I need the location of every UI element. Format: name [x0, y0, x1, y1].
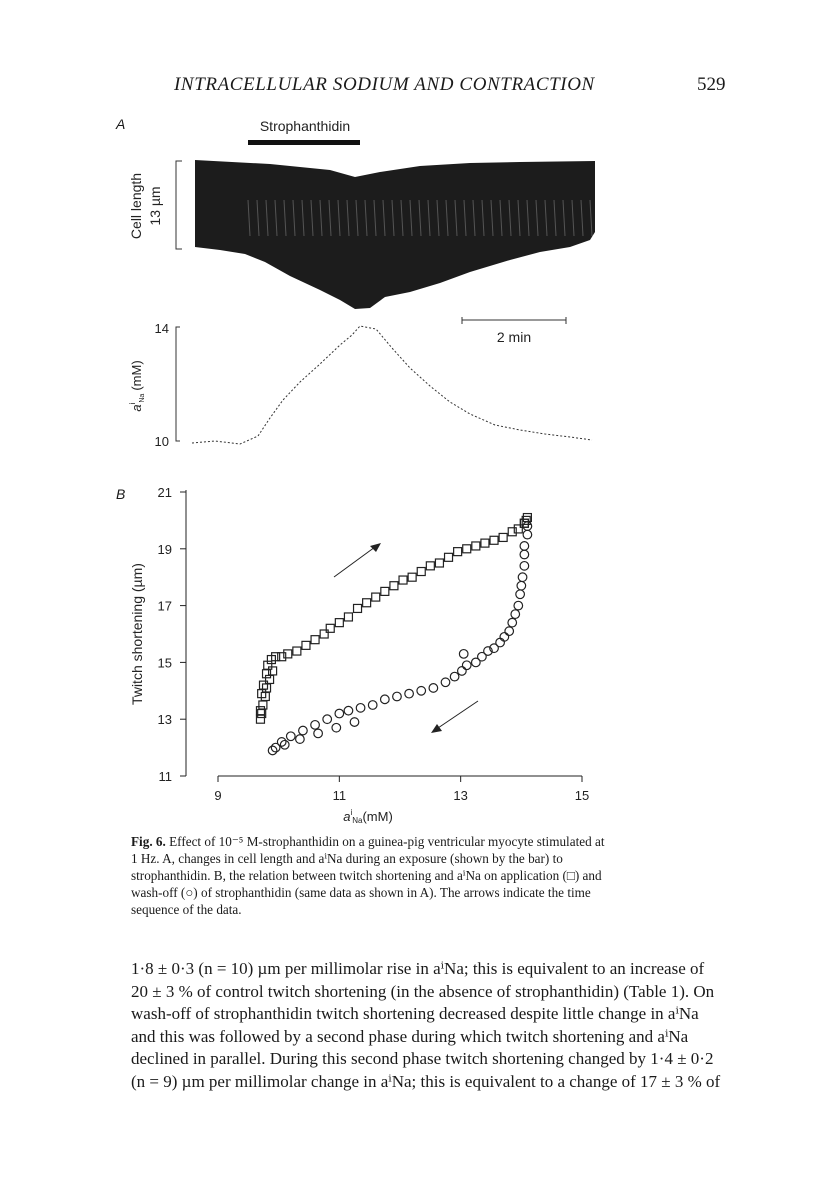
chart-x-label: $a^i_{Na}(mM)$	[343, 808, 393, 825]
application-point	[302, 641, 310, 649]
caption-line-4: wash-off (○) of strophanthidin (same data as shown in A). The arrows indicate the time	[131, 885, 591, 900]
running-title: INTRACELLULAR SODIUM AND CONTRACTION	[174, 74, 595, 95]
figure-caption	[131, 833, 693, 918]
washoff-point	[505, 627, 514, 636]
washoff-point	[459, 650, 468, 659]
page-number: 529	[697, 74, 726, 95]
y-tick-label: 19	[157, 541, 172, 557]
application-point	[508, 528, 516, 536]
application-point	[445, 553, 453, 561]
application-point	[263, 670, 271, 678]
body-line-6: (n = 9) µm per millimolar change in aⁱNa; this is equivalent to a change of 17 ± 3 % of	[131, 1071, 721, 1091]
panel-a-label: A	[116, 116, 126, 132]
cell-length-trace	[195, 160, 595, 309]
application-point	[344, 613, 352, 621]
application-point	[311, 636, 319, 644]
application-point	[263, 684, 271, 692]
washoff-point	[520, 542, 529, 551]
washoff-point	[287, 732, 296, 741]
application-point	[326, 624, 334, 632]
application-point	[426, 562, 434, 570]
na-axis	[176, 327, 180, 441]
application-point	[266, 675, 274, 683]
washoff-point	[393, 692, 402, 701]
chart-y-label: Twitch shortening (µm)	[129, 563, 145, 705]
time-scale-bar	[462, 317, 566, 324]
application-point	[320, 630, 328, 638]
x-tick-label: 13	[453, 788, 468, 803]
washoff-point	[296, 735, 305, 744]
application-point	[363, 599, 371, 607]
body-line-5: declined in parallel. During this second phase twitch shortening changed by 1·4 ± 0·2	[131, 1049, 714, 1068]
application-point	[514, 525, 522, 533]
application-point	[435, 559, 443, 567]
na-trace	[192, 326, 592, 444]
washoff-arrowhead	[431, 724, 442, 733]
application-point	[335, 619, 343, 627]
washoff-point	[520, 562, 529, 571]
caption-fig-label: Fig. 6.	[131, 834, 166, 849]
washoff-point	[462, 661, 471, 670]
y-tick-label: 17	[157, 598, 172, 614]
y-tick-label: 13	[157, 712, 172, 728]
washoff-point	[335, 709, 344, 718]
washoff-point	[350, 718, 359, 727]
washoff-point	[516, 590, 525, 599]
application-point	[381, 587, 389, 595]
application-point	[354, 604, 362, 612]
body-line-1: 1·8 ± 0·3 (n = 10) µm per millimolar rise in aⁱNa; this is equivalent to an increase of	[131, 959, 705, 978]
na-axis-label	[128, 360, 146, 411]
application-point	[463, 545, 471, 553]
body-line-3: wash-off of strophanthidin twitch shortening decreased despite little change in aⁱNa	[131, 1004, 699, 1023]
washoff-point	[323, 715, 332, 724]
application-point	[259, 701, 267, 709]
twitch-vs-na-chart	[129, 485, 589, 825]
washoff-point	[508, 618, 517, 627]
x-tick-label: 15	[574, 788, 590, 803]
application-point	[260, 681, 268, 689]
application-point	[408, 573, 416, 581]
na-tick-14: 14	[154, 321, 169, 336]
cell-length-scale-label: 13 µm	[147, 186, 163, 226]
washoff-point	[458, 667, 467, 676]
application-point	[399, 576, 407, 584]
caption-line-3: strophanthidin. B, the relation between twitch shortening and aⁱNa on application (□) and	[131, 868, 602, 883]
application-point	[390, 582, 398, 590]
washoff-point	[314, 729, 323, 738]
washoff-point	[429, 684, 438, 693]
washoff-point	[472, 658, 481, 667]
body-text	[131, 958, 723, 1093]
cell-length-axis-label: Cell length	[128, 172, 144, 240]
washoff-arrow	[438, 701, 478, 728]
caption-line-5: sequence of the data.	[131, 902, 242, 917]
y-tick-label: 15	[157, 655, 172, 671]
washoff-point	[405, 689, 414, 698]
application-arrowhead	[370, 543, 381, 552]
application-point	[481, 539, 489, 547]
x-tick-label: 9	[214, 788, 222, 803]
washoff-point	[299, 726, 308, 735]
application-point	[499, 533, 507, 541]
application-point	[417, 568, 425, 576]
washoff-point	[417, 687, 426, 696]
application-point	[269, 667, 277, 675]
cell-length-scale-bracket	[176, 161, 182, 249]
drug-bar-label: Strophanthidin	[259, 118, 351, 134]
washoff-point	[381, 695, 390, 704]
washoff-point	[368, 701, 377, 710]
drug-exposure-bar	[248, 140, 360, 145]
washoff-point	[356, 704, 365, 713]
time-scale-label: 2 min	[496, 329, 532, 345]
y-tick-label: 11	[158, 769, 172, 784]
application-point	[278, 653, 286, 661]
washoff-point	[344, 706, 353, 715]
washoff-point	[518, 573, 527, 582]
application-point	[372, 593, 380, 601]
application-point	[454, 548, 462, 556]
application-point	[490, 536, 498, 544]
application-arrow	[334, 547, 375, 577]
application-point	[293, 647, 301, 655]
y-tick-label: 21	[157, 485, 172, 500]
caption-line-1: Effect of 10⁻⁵ M-strophanthidin on a guinea-pig ventricular myocyte stimulated at	[169, 834, 605, 849]
washoff-point	[311, 721, 320, 730]
washoff-point	[511, 610, 520, 619]
cell-length-axis	[128, 173, 163, 239]
washoff-point	[520, 550, 529, 559]
caption-line-2: 1 Hz. A, changes in cell length and aⁱNa during an exposure (shown by the bar) to	[131, 851, 563, 866]
panel-b-label: B	[116, 486, 126, 502]
application-point	[472, 542, 480, 550]
washoff-point	[450, 672, 459, 681]
washoff-point	[523, 530, 532, 539]
application-point	[284, 650, 292, 658]
svg-text:aiNa(mM): $a^i_{Na}(mM)$	[128, 360, 146, 412]
body-line-2: 20 ± 3 % of control twitch shortening (in the absence of strophanthidin) (Table 1). On	[131, 981, 715, 1001]
washoff-point	[500, 633, 509, 642]
washoff-point	[523, 522, 532, 531]
washoff-point	[332, 723, 341, 732]
x-tick-label: 11	[332, 788, 347, 803]
washoff-point	[514, 601, 523, 610]
washoff-point	[517, 581, 526, 590]
body-line-4: and this was followed by a second phase during which twitch shortening and aⁱNa	[131, 1026, 689, 1046]
washoff-point	[441, 678, 450, 687]
na-tick-10: 10	[154, 434, 169, 449]
